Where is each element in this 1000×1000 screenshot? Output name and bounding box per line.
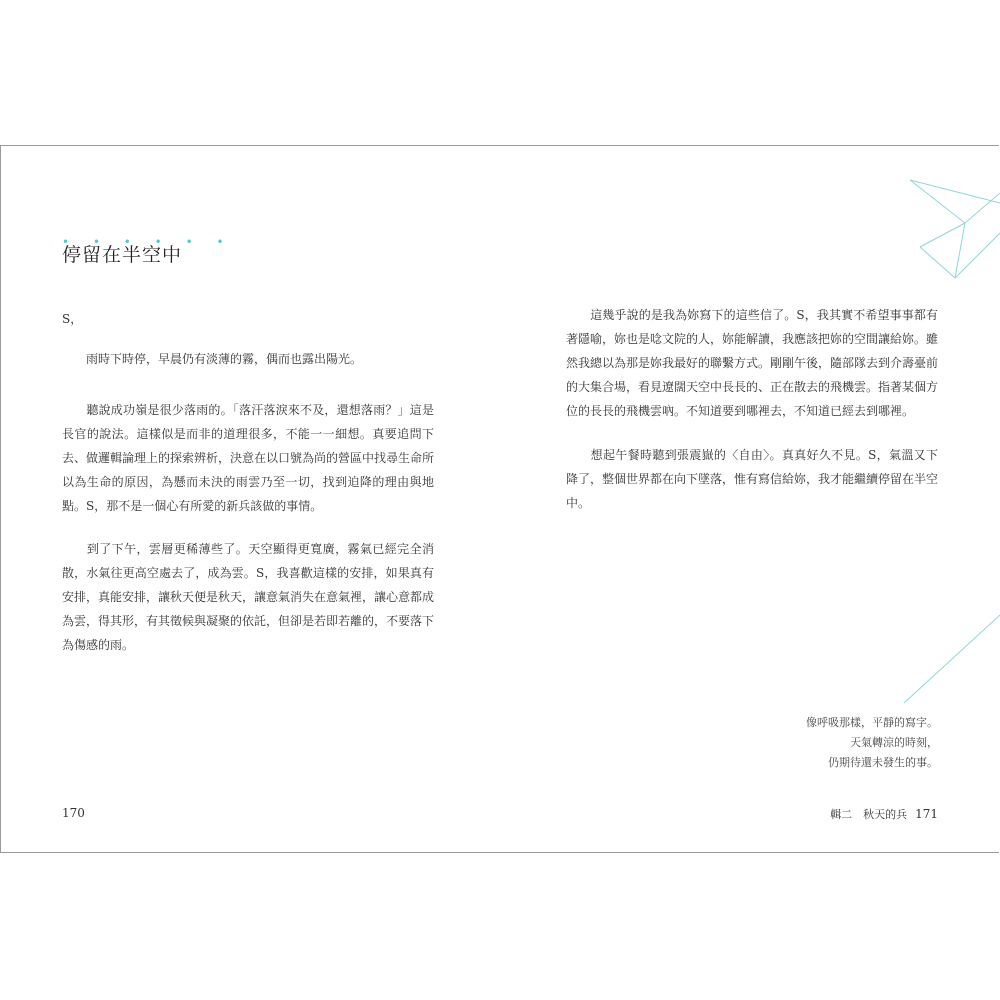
left-paragraph-3: 到了下午，雲層更稀薄些了。天空顯得更寬廣，霧氣已經完全消散，水氣往更高空處去了，成為雲。S，我喜歡這樣的安排，如果真有安排，真能安排，讓秋天便是秋天，讓意氣消失在意氣裡，讓心意都成為雲，得其形，有其徵候與凝聚的依託，但卻是若即若離的，不要落下為傷感的雨。 xyxy=(62,542,435,652)
right-paragraph-1: 這幾乎說的是我為妳寫下的這些信了。S，我其實不希望事事都有著隱喻，妳也是唸文院的人，妳能解讀，我應該把妳的空間讓給妳。雖然我總以為那是妳我最好的聯繫方式。剛剛午後，隨部隊去到介壽臺前的大集合場，看見遼闊天空中長長的、正在散去的飛機雲。指著某個方位的長長的飛機雲吶。不知道要到哪裡去，不知道已經去到哪裡。 xyxy=(566,308,939,418)
left-paragraph-2: 聽說成功嶺是很少落雨的。「落汗落淚來不及，還想落雨？」這是長官的說法。這樣似是而非的道理很多，不能一一細想。真要追問下去、做邏輯論理上的探索辨析，決意在以口號為尚的營區中找尋生命所以為生命的原因，為懸而未決的雨雲乃至一切，找到迫降的理由與地點。S，那不是一個心有所愛的新兵該做的事情。 xyxy=(62,403,435,513)
poem-line: 仍期待還未發生的事。 xyxy=(828,756,938,769)
left-page-number: 170 xyxy=(62,806,85,820)
right-paragraph-2: 想起午餐時聽到張震嶽的〈自由〉。真真好久不見。S，氣溫又下降了，整個世界都在向下墜落，惟有寫信給妳，我才能繼續停留在半空中。 xyxy=(566,448,939,510)
geometric-line-decoration xyxy=(890,175,1000,705)
chapter-name: 輯二 秋天的兵 xyxy=(830,808,908,821)
title-decoration-dots: • • • • • • xyxy=(62,235,234,249)
right-page-footer xyxy=(830,806,938,822)
epigraph-poem xyxy=(806,713,938,773)
section-title: 停留在半空中 xyxy=(62,244,183,266)
salutation: S， xyxy=(62,312,83,326)
left-paragraph-1: 雨時下時停，早晨仍有淡薄的霧，偶而也露出陽光。 xyxy=(62,352,363,366)
poem-line: 天氣轉涼的時刻， xyxy=(850,736,938,749)
right-page-number: 171 xyxy=(915,807,938,821)
poem-line: 像呼吸那樣，平靜的寫字。 xyxy=(806,716,938,729)
